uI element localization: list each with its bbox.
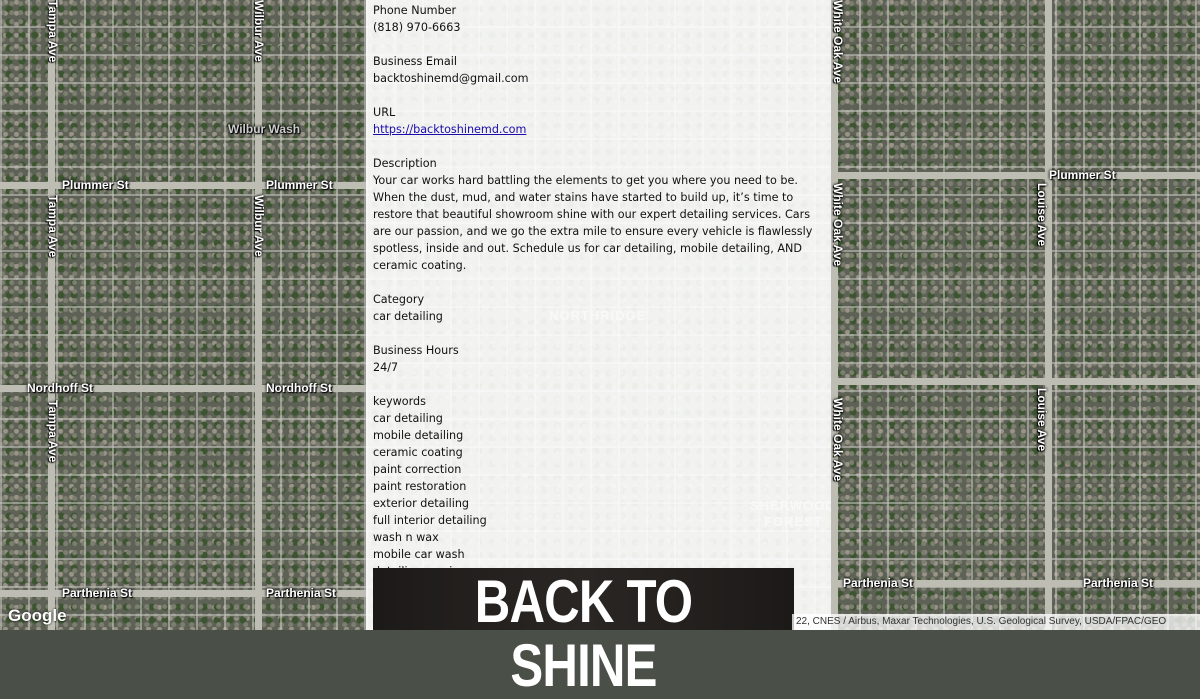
road-tampa-ave <box>48 0 55 630</box>
google-logo[interactable]: Google <box>8 606 67 625</box>
business-info-panel <box>366 0 831 630</box>
street-label-nordhoff-st: Nordhoff St <box>27 381 93 395</box>
phone-label: Phone Number <box>373 4 457 17</box>
road-wilbur-ave <box>255 0 262 630</box>
description-label: Description <box>373 157 437 170</box>
keyword-item: ceramic coating <box>373 446 463 459</box>
phone-field <box>373 2 826 36</box>
street-label-parthenia-st: Parthenia St <box>1083 576 1154 590</box>
street-label-white-oak-ave: White Oak Ave <box>831 0 845 84</box>
street-label-parthenia-st: Parthenia St <box>62 586 133 600</box>
description-value: Your car works hard battling the elements to get you where you need to be. When the dust, mud, and water stains have started to build up, it’s time to restore that beautiful showroom shine with our expert detailing services. Cars are our passion, and we go the extra mile to ensure every vehicle is flawlessly spotless, inside and out. Schedule us for car detailing, mobile detailing, AND ceramic coating. <box>373 174 813 272</box>
street-label-tampa-ave: Tampa Ave <box>46 400 60 463</box>
street-label-plummer-st: Plummer St <box>62 178 129 192</box>
street-label-wilbur-ave: Wilbur Ave <box>252 0 266 62</box>
banner-title: BACK TO SHINE <box>474 568 693 699</box>
satellite-map-left[interactable] <box>0 0 366 630</box>
keyword-item: exterior detailing <box>373 497 470 510</box>
business-details <box>373 2 826 597</box>
street-label-white-oak-ave: White Oak Ave <box>831 398 845 482</box>
description-field <box>373 155 826 274</box>
street-label-parthenia-st: Parthenia St <box>266 586 337 600</box>
keyword-item: paint correction <box>373 463 462 476</box>
street-label-tampa-ave: Tampa Ave <box>46 0 60 63</box>
email-field <box>373 53 826 87</box>
email-label: Business Email <box>373 55 457 68</box>
business-banner-image <box>373 568 794 699</box>
keywords-list <box>373 410 826 580</box>
keywords-label: keywords <box>373 395 426 408</box>
road-louise-ave <box>1045 0 1052 630</box>
street-label-white-oak-ave: White Oak Ave <box>831 183 845 267</box>
street-label-parthenia-st: Parthenia St <box>843 576 914 590</box>
street-label-tampa-ave: Tampa Ave <box>46 195 60 258</box>
keyword-item: car detailing <box>373 412 443 425</box>
street-label-louise-ave: Louise Ave <box>1035 388 1049 452</box>
category-label: Category <box>373 293 425 306</box>
road-nordhoff-st <box>831 378 1200 385</box>
street-label-plummer-st: Plummer St <box>1049 168 1116 182</box>
keywords-field <box>373 393 826 580</box>
category-value: car detailing <box>373 310 443 323</box>
street-label-nordhoff-st: Nordhoff St <box>266 381 332 395</box>
hours-label: Business Hours <box>373 344 459 357</box>
url-label: URL <box>373 106 396 119</box>
phone-value: (818) 970-6663 <box>373 21 461 34</box>
street-label-wilbur-wash: Wilbur Wash <box>228 122 301 136</box>
street-label-wilbur-ave: Wilbur Ave <box>252 195 266 257</box>
keyword-item: mobile car wash <box>373 548 465 561</box>
hours-field <box>373 342 826 376</box>
keyword-item: mobile detailing <box>373 429 464 442</box>
road-white-oak-ave <box>831 0 838 630</box>
street-label-louise-ave: Louise Ave <box>1035 183 1049 247</box>
website-link[interactable]: https://backtoshinemd.com <box>373 123 527 136</box>
map-attribution: 22, CNES / Airbus, Maxar Technologies, U.S. Geological Survey, USDA/FPAC/GEO <box>792 614 1200 630</box>
satellite-map-right[interactable] <box>831 0 1200 630</box>
hours-value: 24/7 <box>373 361 399 374</box>
url-field <box>373 104 826 138</box>
road-plummer-st <box>831 172 1200 179</box>
keyword-item: paint restoration <box>373 480 467 493</box>
keyword-item: wash n wax <box>373 531 439 544</box>
category-field <box>373 291 826 325</box>
street-label-plummer-st: Plummer St <box>266 178 333 192</box>
email-value: backtoshinemd@gmail.com <box>373 72 529 85</box>
keyword-item: full interior detailing <box>373 514 487 527</box>
